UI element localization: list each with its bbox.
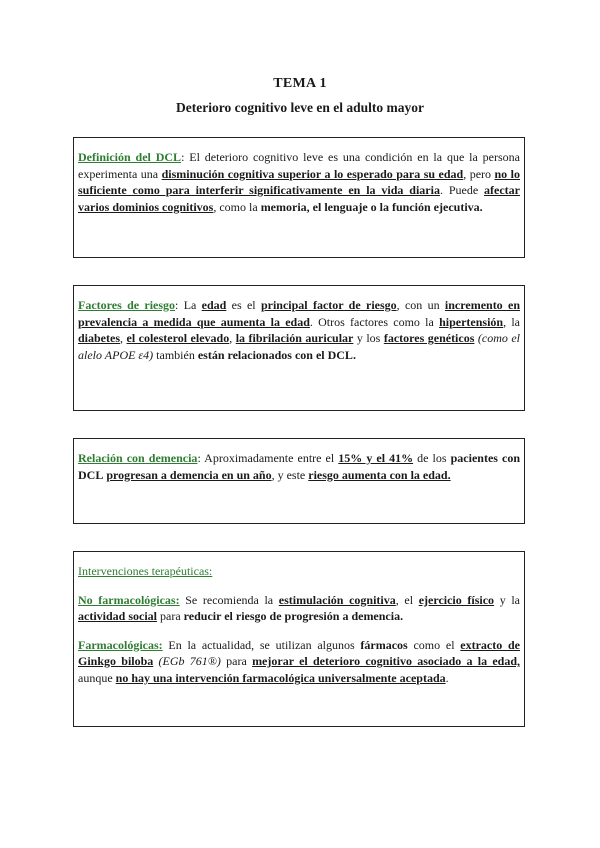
farm-text: . (445, 670, 449, 685)
risk-text: , con un (396, 298, 445, 312)
interventions-box (73, 551, 525, 727)
non-pharmacological-paragraph (78, 592, 520, 625)
dementia-label: Relación con demencia (78, 451, 198, 465)
risk-highlight: hipertensión (439, 314, 504, 329)
definition-text: . Puede (439, 183, 485, 197)
non-pharmacological-label: No farmacológicas: (78, 592, 180, 607)
nofarm-highlight: actividad social (78, 609, 158, 623)
definition-text: , pero (463, 166, 495, 181)
definition-highlight: memoria, el lenguaje o la función ejecutiva. (260, 199, 483, 214)
definition-label: Definición del DCL (78, 150, 182, 164)
risk-highlight: el colesterol elevado (126, 331, 230, 345)
risk-text: : La (175, 298, 202, 312)
nofarm-highlight: estimulación cognitiva (278, 592, 396, 607)
nofarm-text: y la (494, 592, 520, 607)
risk-highlight: factores genéticos (383, 331, 475, 345)
risk-text: , la (503, 314, 520, 329)
dementia-box (73, 438, 525, 524)
dementia-text: : Aproximadamente entre el (197, 451, 339, 465)
pharmacological-paragraph (78, 637, 520, 687)
dementia-highlight: pacientes con DCL (78, 451, 520, 482)
risk-text: es el (226, 298, 261, 312)
risk-text: y los (353, 331, 384, 345)
risk-text: , (120, 331, 127, 345)
page-title: TEMA 1 (273, 76, 327, 91)
risk-highlight: la fibrilación auricular (235, 331, 354, 345)
interventions-heading: Intervenciones terapéuticas: (78, 564, 213, 578)
definition-paragraph (78, 149, 520, 215)
definition-highlight: disminución cognitiva superior a lo esperado para su edad (161, 166, 464, 181)
paragraph-gap (78, 625, 520, 637)
paragraph-gap (78, 580, 520, 592)
risk-text: . Otros factores como la (309, 314, 440, 329)
nofarm-highlight: ejercicio físico (418, 592, 495, 607)
risk-text: , (229, 331, 236, 345)
farm-text: aunque (78, 670, 116, 685)
nofarm-text: Se recomienda la (179, 592, 279, 607)
risk-highlight: principal factor de riesgo (260, 298, 397, 312)
definition-highlight: no lo suficiente como para interferir significativamente en la vida diaria (78, 166, 520, 197)
dementia-text: de los (413, 451, 451, 465)
nofarm-highlight: reducir el riesgo de progresión a demencia. (183, 609, 404, 623)
risk-italic-note: (como el alelo APOE ε4) (78, 331, 521, 362)
farm-highlight: no hay una intervención farmacológica universalmente aceptada (115, 670, 446, 685)
risk-highlight: incremento en prevalencia a medida que aumenta la edad (78, 298, 520, 329)
farm-text: como el (407, 637, 461, 652)
risk-factors-box (73, 285, 525, 411)
risk-factors-label: Factores de riesgo (78, 298, 176, 312)
page-subtitle: Deterioro cognitivo leve en el adulto mayor (176, 100, 424, 115)
dementia-text: , y este (271, 467, 309, 482)
dementia-highlight: riesgo aumenta con la edad. (308, 467, 451, 482)
interventions-heading-paragraph (78, 563, 520, 580)
risk-highlight: edad (201, 298, 227, 312)
pharmacological-label: Farmacológicas: (78, 637, 163, 652)
nofarm-text: para (157, 609, 184, 623)
definition-text: : El deterioro cognitivo leve es una condición en la que la persona experimenta una (78, 150, 520, 181)
risk-highlight: están relacionados con el DCL. (197, 347, 356, 362)
farm-text: En la actualidad, se utilizan algunos (162, 637, 361, 652)
risk-factors-paragraph (78, 297, 520, 363)
dementia-highlight: progresan a demencia en un año (106, 467, 272, 482)
farm-text: para (220, 654, 253, 668)
farm-highlight: fármacos (360, 637, 408, 652)
definition-text: , como la (213, 199, 261, 214)
definition-highlight: afectar varios dominios cognitivos (78, 183, 520, 214)
dementia-paragraph (78, 450, 520, 483)
farm-highlight: mejorar el deterioro cognitivo asociado a la edad, (252, 654, 521, 668)
nofarm-text: , el (395, 592, 419, 607)
farm-highlight: extracto de Ginkgo biloba (78, 637, 520, 668)
farm-italic-note: (EGb 761®) (153, 654, 221, 668)
risk-text: también (153, 347, 198, 362)
definition-box (73, 137, 525, 258)
dementia-highlight: 15% y el 41% (338, 451, 414, 465)
risk-highlight: diabetes (78, 331, 120, 345)
